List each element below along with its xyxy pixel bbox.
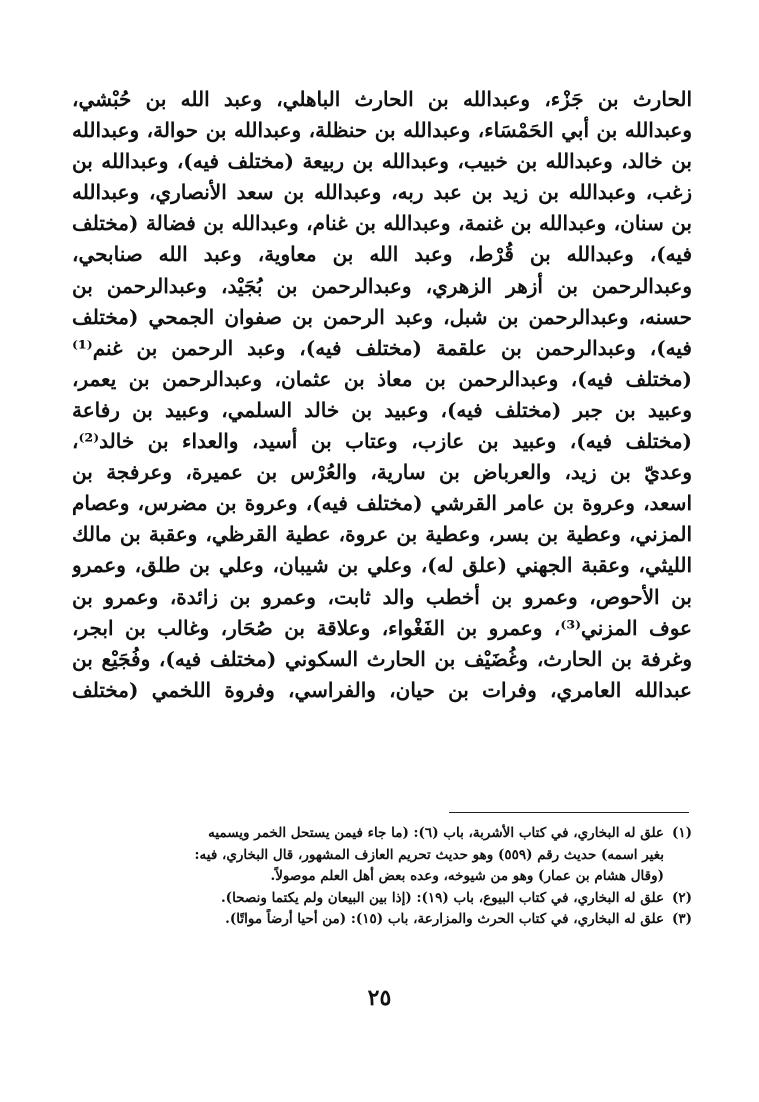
page-number: ٢٥ [367, 985, 392, 1011]
footnote-continuation: بغير اسمه) حديث رقم (٥٥٩) وهو حديث تحريم العازف المشهور، قال البخاري، فيه: [194, 846, 664, 863]
footnote-text: علق له البخاري، في كتاب الأشربة، باب (٦): (ما جاء فيمن يستحل الخمر ويسميه [208, 825, 664, 841]
body-line: (مختلف فيه)، وعبيد بن عازب، وعتاب بن أسيد، والعداء بن خالد⁽²⁾، [72, 429, 692, 454]
body-line: فيه)، وعبدالرحمن بن علقمة (مختلف فيه)، وعبد الرحمن بن غنم⁽¹⁾ [72, 335, 692, 360]
body-line: عبدالله العامري، وفرات بن حيان، والفراسي، وفروة اللخمي (مختلف [72, 677, 692, 702]
body-line: المزني، وعطية بن بسر، وعطية بن عروة، عطية القرظي، وعقبة بن مالك [72, 522, 692, 547]
body-line: وعبدالله بن أبي الحَمْسَاء، وعبدالله بن حنظلة، وعبدالله بن حوالة، وعبدالله [72, 118, 692, 143]
body-line: الليثي، وعقبة الجهني (علق له)، وعلي بن شيبان، وعلي بن طلق، وعمرو [72, 553, 692, 578]
body-line: بن خالد، وعبدالله بن خبيب، وعبدالله بن ربيعة (مختلف فيه)، وعبدالله بن [72, 149, 692, 174]
footnote-divider [449, 812, 689, 813]
footnote-number: (١) [671, 825, 692, 841]
body-line: حسنه، وعبدالرحمن بن شبل، وعبد الرحمن بن صفوان الجمحي (مختلف [72, 304, 692, 329]
footnote-text: علق له البخاري، في كتاب الحرث والمزارعة، باب (١٥): (من أحيا أرضاً مواتًا). [225, 911, 664, 927]
body-line: اسعد، وعروة بن عامر القرشي (مختلف فيه)، وعروة بن مضرس، وعصام [72, 491, 692, 516]
body-line: بن سنان، وعبدالله بن غنمة، وعبدالله بن غنام، وعبدالله بن فضالة (مختلف [72, 211, 692, 236]
footnote-number: (٣) [671, 911, 692, 927]
footnote-number: (٢) [671, 889, 692, 906]
body-line: زغب، وعبدالله بن زيد بن عبد ربه، وعبدالله بن سعد الأنصاري، وعبدالله [72, 180, 692, 205]
body-line: وغرفة بن الحارث، وغُضَيْف بن الحارث السكوني (مختلف فيه)، وفُجَيْع بن [72, 646, 692, 671]
body-line: بن الأحوص، وعمرو بن أخطب والد ثابت، وعمرو بن زائدة، وعمرو بن [72, 584, 692, 609]
body-line: وعديّ بن زيد، والعرباض بن سارية، والعُرْس بن عميرة، وعرفجة بن [72, 460, 692, 485]
footnote [72, 888, 692, 910]
footnote-continuation: (وقال هشام بن عمار) وهو من شيوخه، وعده بعض أهل العلم موصولاً. [270, 868, 664, 884]
body-line: وعبيد بن جبر (مختلف فيه)، وعبيد بن خالد السلمي، وعبيد بن رفاعة [72, 397, 692, 422]
footnote [72, 909, 692, 931]
body-line: وعبدالرحمن بن أزهر الزهري، وعبدالرحمن بن بُجَيْد، وعبدالرحمن بن [72, 273, 692, 298]
body-line: فيه)، وعبدالله بن قُرْط، وعبد الله بن معاوية، وعبد الله صنابحي، [72, 242, 692, 267]
body-text [72, 84, 692, 706]
footnote [72, 823, 692, 845]
body-line: الحارث بن جَزْء، وعبدالله بن الحارث الباهلي، وعبد الله بن حُبْشي، [72, 87, 692, 111]
body-line: عوف المزني⁽³⁾، وعمرو بن الفَغْواء، وعلاقة بن صُحَار، وغالب بن ابجر، [72, 615, 692, 640]
footnote-text: علق له البخاري، في كتاب البيوع، باب (١٩): (إذا بين البيعان ولم يكتما ونصحا). [220, 889, 664, 906]
footnotes [72, 823, 692, 931]
body-line: (مختلف فيه)، وعبدالرحمن بن معاذ بن عثمان، وعبدالرحمن بن يعمر، [72, 366, 692, 391]
